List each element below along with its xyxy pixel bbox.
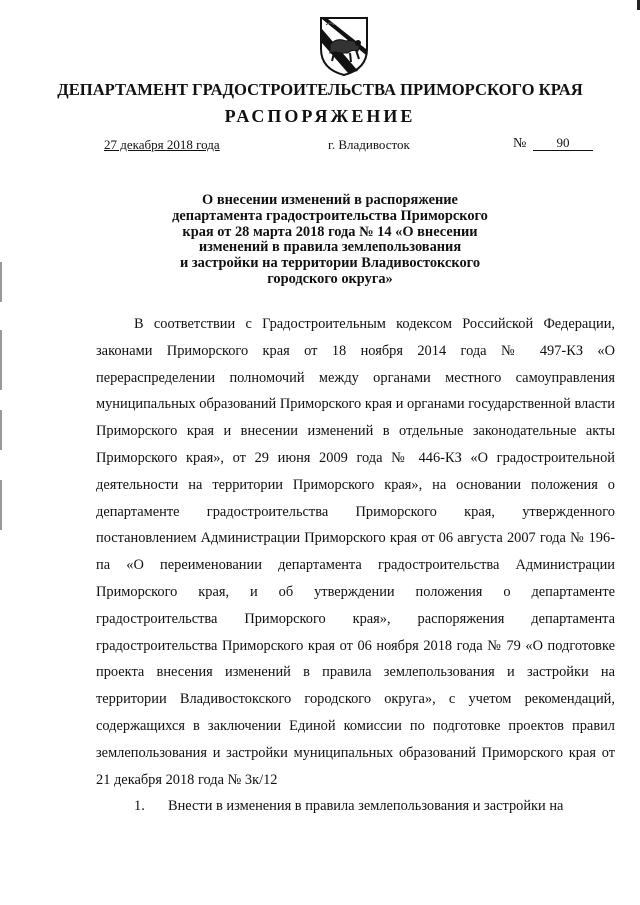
title-line: края от 28 марта 2018 года № 14 «О внесении: [182, 223, 478, 240]
coat-of-arms-emblem: [318, 15, 370, 77]
list-item-number: 1.: [134, 798, 145, 815]
title-line: О внесении изменений в распоряжение: [202, 192, 458, 208]
document-city: г. Владивосток: [328, 137, 410, 152]
title-line: городского округа»: [267, 270, 393, 287]
number-label: №: [513, 136, 527, 151]
list-item-text: Внести в изменения в правила землепользования и застройки на: [168, 798, 564, 815]
title-line: департамента градостроительства Приморского: [172, 207, 488, 224]
department-name: ДЕПАРТАМЕНТ ГРАДОСТРОИТЕЛЬСТВА ПРИМОРСКОГО КРАЯ: [57, 80, 583, 99]
scan-edge-mark: [0, 480, 2, 530]
scan-edge-mark: [0, 330, 2, 390]
document-body: [96, 311, 615, 820]
document-date: 27 декабря 2018 года: [104, 137, 220, 152]
scan-edge-mark: [0, 410, 2, 450]
title-line: и застройки на территории Владивостокского: [179, 255, 481, 272]
scan-edge-mark: [0, 262, 2, 302]
title-line: изменений в правила землепользования: [198, 239, 462, 256]
document-title: [160, 193, 500, 288]
list-item: [96, 793, 615, 820]
document-type: РАСПОРЯЖЕНИЕ: [224, 106, 416, 126]
body-paragraph: В соответствии с Градостроительным кодексом Российской Федерации, законами Приморского края от 18 ноября 2014 года № 497-КЗ «О перераспределении полномочий между органами местного самоуправления муниципальных образований Приморского края и органами государственной власти Приморского края и внесении изменений в отдельные законодательные акты Приморского края», от 29 июня 2009 года № 446-КЗ «О градостроительной деятельности на территории Приморского края», на основании положения о департаменте градостроительства Приморского края, утвержденного постановлением Администрации Приморского края от 06 августа 2007 года № 196-па «О переименовании департамента градостроительства Администрации Приморского края, и об утверждении положения о департаменте градостроительства Приморского края», распоряжения департамента градостроительства Приморского края от 06 ноября 2018 года № 79 «О подготовке проекта внесения изменений в правила землепользования и застройки на территории Владивостокского городского округа», с учетом рекомендаций, содержащихся в заключении Единой комиссии по подготовке проектов правил землепользования и застройки муниципальных образований Приморского края от 21 декабря 2018 года № 3к/12: [96, 316, 615, 788]
document-number: 90: [533, 135, 593, 151]
